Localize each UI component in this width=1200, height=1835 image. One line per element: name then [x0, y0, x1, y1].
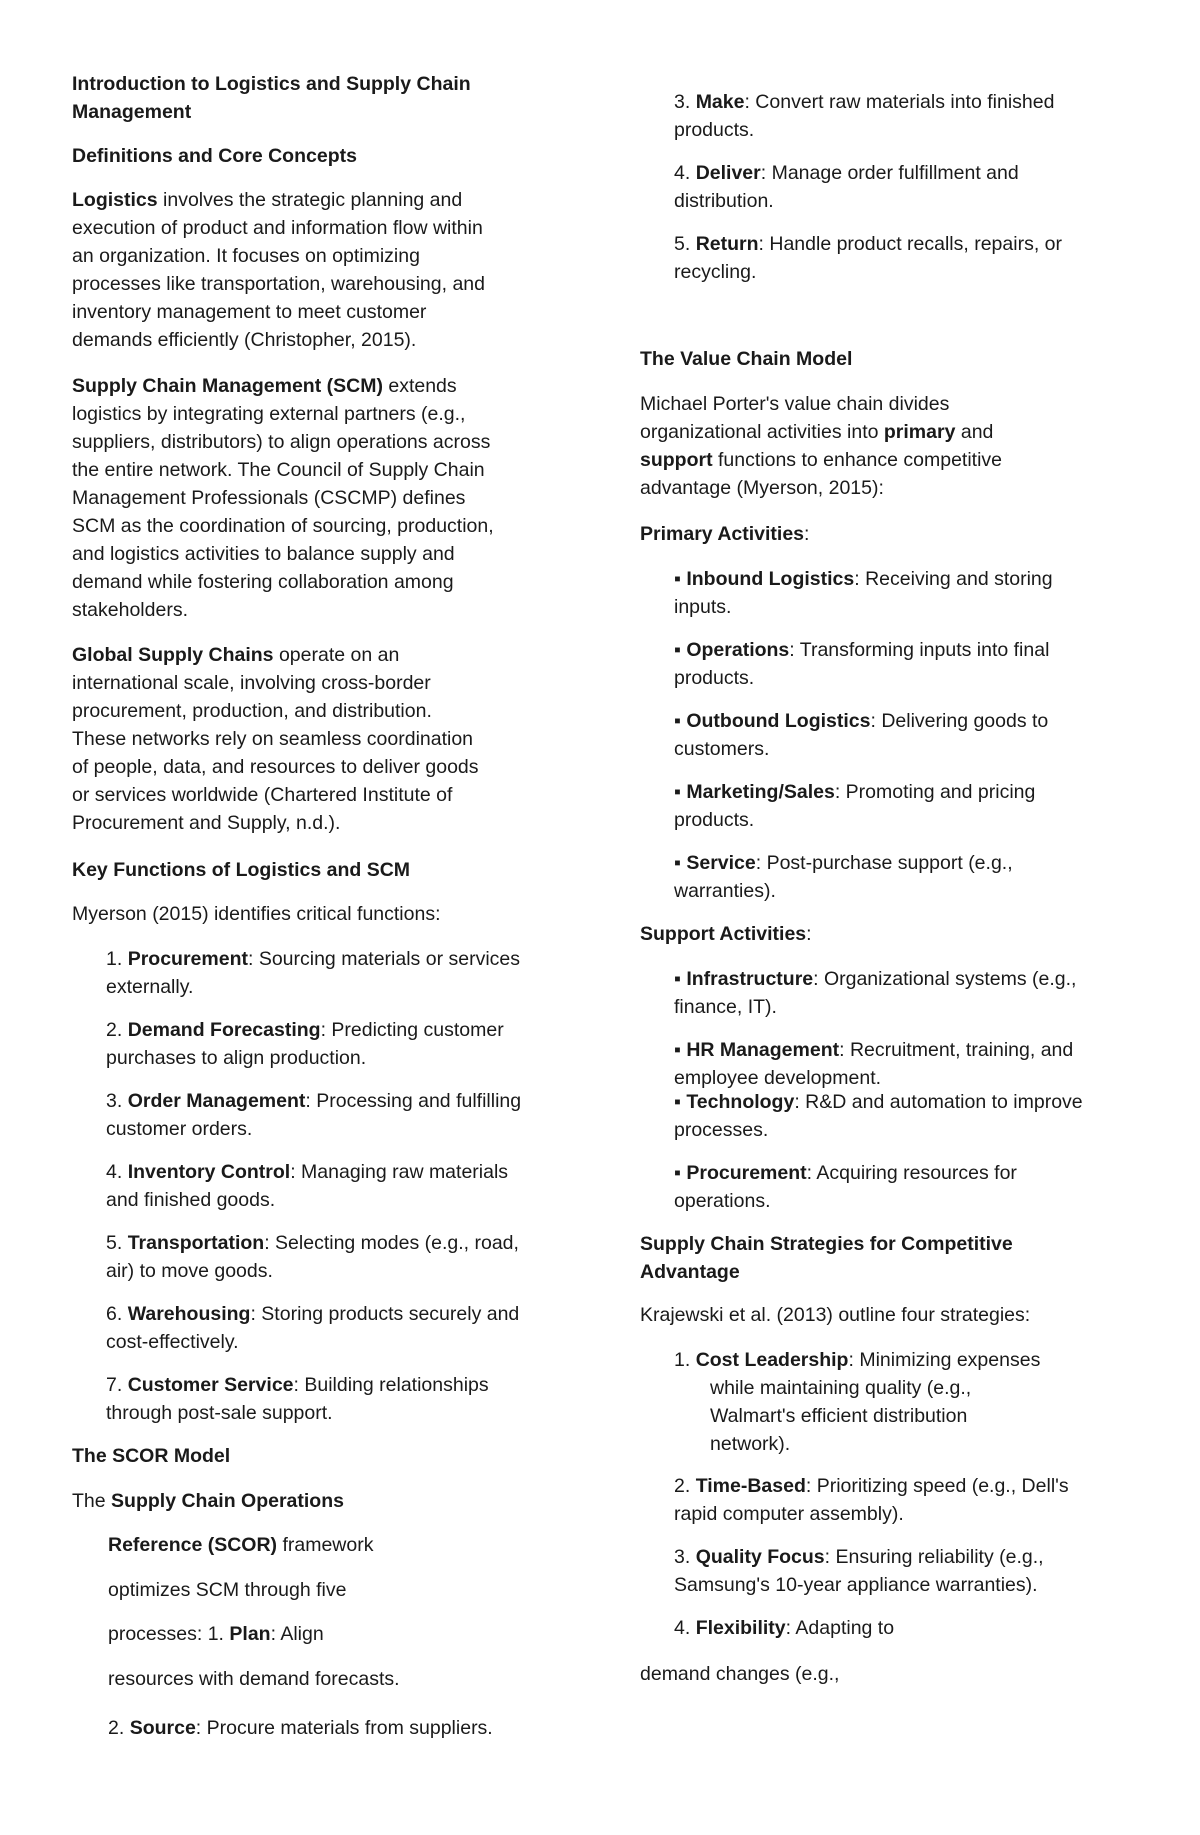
paragraph-value-chain: Michael Porter's value chain divides organizational activities into primary and support functions to enhance competitive advantage (Myerson, 2015): — [640, 393, 1003, 499]
list-item: 5. Transportation: Selecting modes (e.g., road, air) to move goods. — [106, 1232, 519, 1282]
list-item: ▪ Service: Post-purchase support (e.g., warranties). — [674, 852, 1013, 902]
list-item: 4. Deliver: Manage order fulfillment and distribution. — [674, 162, 1019, 212]
list-item: ▪ Marketing/Sales: Promoting and pricing products. — [674, 781, 1036, 831]
list-item: 3. Quality Focus: Ensuring reliability (e.g., Samsung's 10-year appliance warranties). — [674, 1546, 1044, 1596]
heading-value-chain: The Value Chain Model — [640, 348, 853, 370]
list-item: 3. Make: Convert raw materials into finished products. — [674, 91, 1055, 141]
paragraph-global-supply-chains: Global Supply Chains operate on an international scale, involving cross-border procurement, production, and distribution. These networks rely on seamless coordination of people, data, and resources to deliver goods or services worldwide (Chartered Institute of Procurement and Supply, n.d.). — [72, 644, 479, 834]
paragraph-scm: Supply Chain Management (SCM) extends logistics by integrating external partners (e.g., suppliers, distributors) to align operations across the entire network. The Council of Supply Chain Management Professionals (CSCMP) defines SCM as the coordination of sourcing, production, and logistics activities to balance supply and demand while fostering collaboration among stakeholders. — [72, 375, 494, 621]
scor-line-3: optimizes SCM through five — [108, 1579, 347, 1601]
list-item: 1. Procurement: Sourcing materials or services externally. — [106, 948, 520, 998]
list-item: ▪ HR Management: Recruitment, training, and employee development. — [674, 1039, 1074, 1089]
scor-line-1: The Supply Chain Operations — [72, 1490, 344, 1512]
paragraph-logistics: Logistics involves the strategic planning and execution of product and information flow within an organization. It focuses on optimizing processes like transportation, warehousing, and inventory management to meet customer demands efficiently (Christopher, 2015). — [72, 189, 485, 351]
list-item: 7. Customer Service: Building relationships through post-sale support. — [106, 1374, 489, 1424]
heading-primary-activities: Primary Activities: — [640, 523, 810, 545]
list-item: ▪ Outbound Logistics: Delivering goods to customers. — [674, 710, 1049, 760]
list-item: 5. Return: Handle product recalls, repairs, or recycling. — [674, 233, 1062, 283]
list-item: 1. Cost Leadership: Minimizing expenses — [674, 1349, 1041, 1371]
list-item: ▪ Operations: Transforming inputs into final products. — [674, 639, 1050, 689]
document-title: Introduction to Logistics and Supply Chain Management — [72, 73, 471, 123]
scor-line-4: processes: 1. Plan: Align — [108, 1623, 324, 1645]
heading-definitions: Definitions and Core Concepts — [72, 145, 357, 167]
scor-line-2: Reference (SCOR) framework — [108, 1534, 374, 1556]
list-item: 2. Demand Forecasting: Predicting customer purchases to align production. — [106, 1019, 504, 1069]
scor-line-6: 2. Source: Procure materials from suppliers. — [108, 1717, 493, 1739]
list-item: 3. Order Management: Processing and fulfilling customer orders. — [106, 1090, 522, 1140]
list-item: 4. Inventory Control: Managing raw materials and finished goods. — [106, 1161, 509, 1211]
heading-key-functions: Key Functions of Logistics and SCM — [72, 859, 411, 881]
list-item-continuation: while maintaining quality (e.g., Walmart's efficient distribution network). — [710, 1377, 972, 1455]
heading-strategies: Supply Chain Strategies for Competitive Advantage — [640, 1233, 1013, 1283]
list-item: 4. Flexibility: Adapting to — [674, 1617, 895, 1639]
trailing-line: demand changes (e.g., — [640, 1663, 840, 1685]
list-item: ▪ Procurement: Acquiring resources for operations. — [674, 1162, 1017, 1212]
heading-scor-model: The SCOR Model — [72, 1445, 231, 1467]
key-functions-intro: Myerson (2015) identifies critical functions: — [72, 903, 441, 925]
list-item: 6. Warehousing: Storing products securely and cost-effectively. — [106, 1303, 520, 1353]
heading-support-activities: Support Activities: — [640, 923, 812, 945]
list-item: ▪ Inbound Logistics: Receiving and storing inputs. — [674, 568, 1053, 618]
list-item: ▪ Infrastructure: Organizational systems (e.g., finance, IT). — [674, 968, 1077, 1018]
list-item: ▪ Technology: R&D and automation to improve processes. — [674, 1091, 1083, 1141]
list-item: 2. Time-Based: Prioritizing speed (e.g., Dell's rapid computer assembly). — [674, 1475, 1069, 1525]
scor-line-5: resources with demand forecasts. — [108, 1668, 400, 1690]
strategies-intro: Krajewski et al. (2013) outline four strategies: — [640, 1304, 1031, 1326]
